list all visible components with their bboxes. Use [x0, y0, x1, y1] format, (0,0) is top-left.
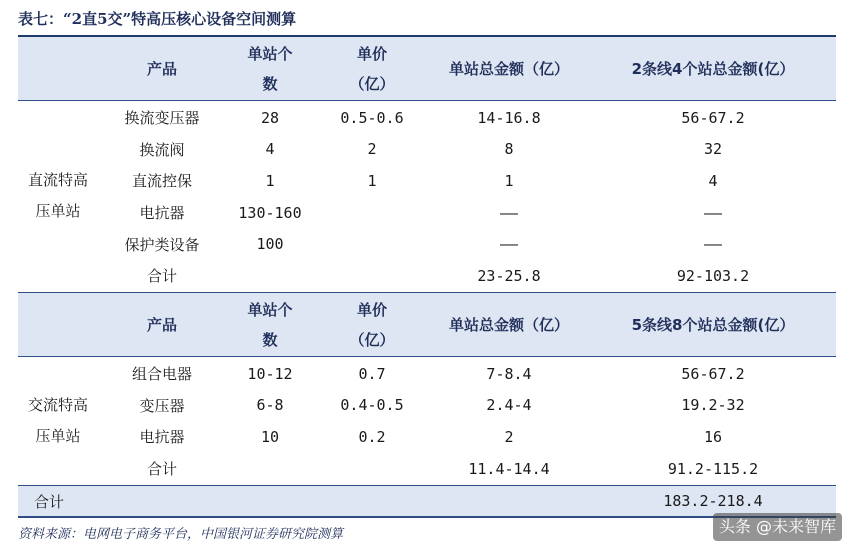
dc-row-5-count: [224, 260, 316, 292]
dc-row-5-price: [316, 260, 428, 292]
dc-row-4-count: 100: [256, 235, 284, 254]
dc-row-3-count: 130-160: [238, 203, 302, 222]
ac-row-2-price: 0.2: [358, 427, 386, 446]
ac-group-label: 交流特高压单站: [28, 396, 89, 445]
ac-row-3-count: [224, 453, 316, 485]
ac-header-product: 产品: [146, 315, 177, 334]
dc-row-2-price: 1: [367, 171, 377, 190]
ac-header-count-line2: 数: [262, 330, 278, 349]
grand-total-label: 合计: [34, 492, 65, 511]
ac-header-multi-total: 5条线8个站总金额(亿）: [631, 315, 795, 334]
ac-row-0-single: 7-8.4: [486, 364, 532, 383]
ac-header-rule: [18, 356, 836, 357]
ac-row-0-count: 10-12: [247, 364, 293, 383]
ac-header-price-line2: （亿）: [349, 330, 395, 349]
dc-row-1-single: 8: [504, 140, 514, 159]
source-note: 资料来源：电网电子商务平台，中国银河证券研究院测算: [18, 527, 344, 542]
dc-row-1-multi: 32: [703, 140, 723, 159]
dc-header-price-line1: 单价: [356, 44, 387, 63]
dc-header-price: [316, 37, 428, 100]
dc-row-3-product: 电抗器: [139, 204, 185, 223]
dc-header-multi-total: 2条线4个站总金额(亿）: [631, 59, 795, 78]
ac-row-3-product: 合计: [146, 460, 177, 479]
dc-row-1-product: 换流阀: [139, 140, 185, 159]
dc-row-0-multi: 56-67.2: [681, 108, 745, 127]
dc-row-0-count: 28: [260, 108, 280, 127]
dc-row-0-price: 0.5-0.6: [340, 108, 404, 127]
dc-row-0-product: 换流变压器: [124, 109, 200, 128]
dc-row-4-price: [316, 228, 428, 260]
ac-row-1-count: 6-8: [256, 396, 284, 415]
dc-header-product: 产品: [146, 59, 177, 78]
ac-row-2-product: 电抗器: [139, 428, 185, 447]
dc-header-count-line1: 单站个: [247, 44, 293, 63]
dc-row-2-product: 直流控保: [131, 172, 192, 191]
ac-row-0-price: 0.7: [358, 364, 386, 383]
ac-row-2-single: 2: [504, 427, 514, 446]
ac-row-3-multi: 91.2-115.2: [667, 459, 759, 478]
ac-row-1-product: 变压器: [139, 396, 185, 415]
ac-header-count: [224, 293, 316, 356]
dc-row-0-single: 14-16.8: [477, 108, 541, 127]
ac-row-2-multi: 16: [703, 427, 723, 446]
watermark: 头条 @未来智库: [713, 513, 842, 541]
dc-row-5-multi: 92-103.2: [676, 266, 750, 285]
dc-group-label: 直流特高压单站: [28, 171, 89, 220]
dc-row-3-multi: ——: [703, 203, 723, 222]
dc-row-2-single: 1: [504, 171, 514, 190]
ac-header-price-line1: 单价: [356, 300, 387, 319]
dc-header-rule: [18, 100, 836, 101]
dc-header-count-line2: 数: [262, 74, 278, 93]
dc-row-3-single: ——: [499, 203, 519, 222]
grand-total-value: 183.2-218.4: [663, 492, 763, 510]
dc-row-5-product: 合计: [146, 267, 177, 286]
dc-row-2-count: 1: [265, 171, 275, 190]
dc-header-count: [224, 37, 316, 100]
ac-row-3-price: [316, 453, 428, 485]
dc-row-3-price: [316, 197, 428, 229]
ac-header-count-line1: 单站个: [247, 300, 293, 319]
dc-row-4-single: ——: [499, 235, 519, 254]
dc-row-1-count: 4: [265, 140, 275, 159]
ac-row-0-product: 组合电器: [131, 365, 192, 384]
ac-row-3-single: 11.4-14.4: [468, 459, 550, 478]
table-title: 表七：“2直5交”特高压核心设备空间测算: [18, 10, 297, 28]
ac-row-1-single: 2.4-4: [486, 396, 532, 415]
dc-header-price-line2: （亿）: [349, 74, 395, 93]
dc-row-1-price: 2: [367, 140, 377, 159]
dc-row-4-product: 保护类设备: [124, 235, 200, 254]
ac-row-1-multi: 19.2-32: [681, 396, 745, 415]
dc-header-single-total: 单站总金额（亿）: [448, 59, 569, 78]
ac-row-0-multi: 56-67.2: [681, 364, 745, 383]
ac-row-1-price: 0.4-0.5: [340, 396, 404, 415]
ac-row-2-count: 10: [260, 427, 280, 446]
ac-header-price: [316, 293, 428, 356]
dc-row-2-multi: 4: [708, 171, 718, 190]
ac-header-single-total: 单站总金额（亿）: [448, 315, 569, 334]
dc-row-5-single: 23-25.8: [477, 266, 541, 285]
dc-row-4-multi: ——: [703, 235, 723, 254]
